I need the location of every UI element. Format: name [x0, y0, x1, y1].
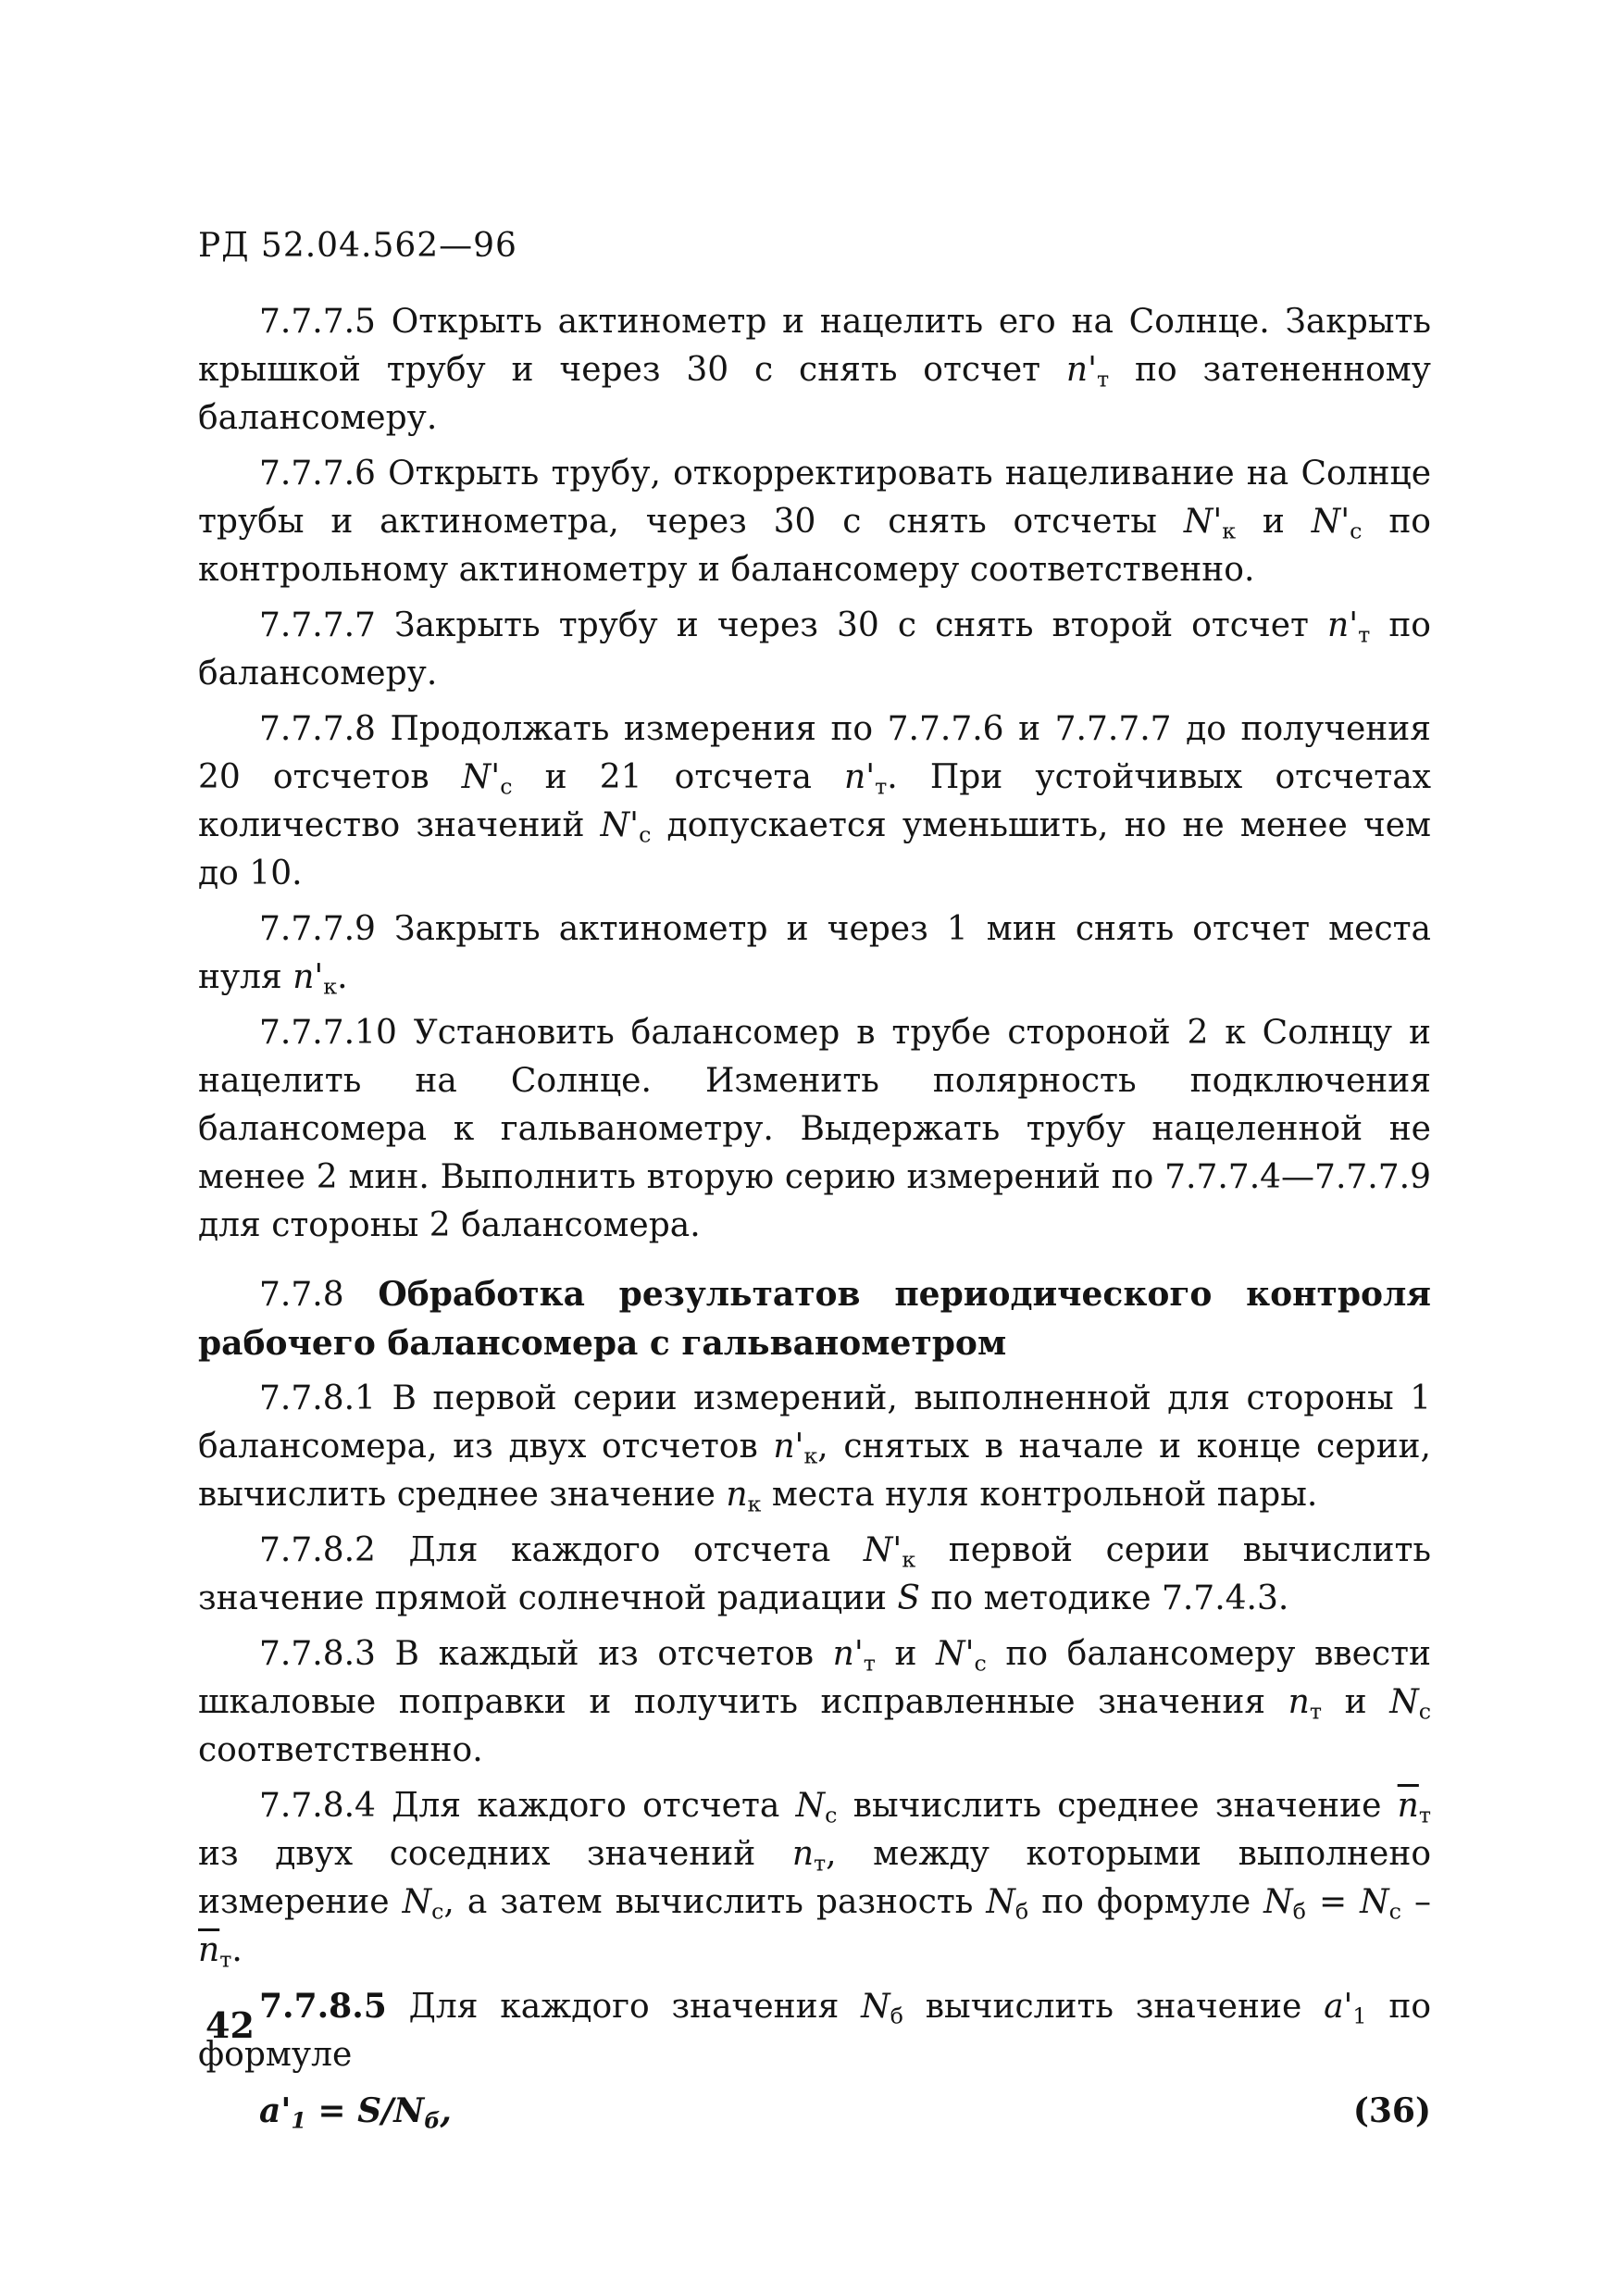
clause-number: 7.7.8 — [259, 1276, 344, 1314]
clause-text: Продолжать измерения по 7.7.7.6 и 7.7.7.7 до получения 20 отсчетов $N'_с$ и 21 отсчета $n'_т$. При устойчивых отсчетах количество значений $N'_с$ допускается уменьшить, но не менее чем до 10. — [198, 710, 1431, 892]
paragraph — [198, 1982, 1431, 2079]
clause-text: Закрыть актинометр и через 1 мин снять отсчет места нуля $n'_к$. — [198, 910, 1431, 1000]
paragraph — [198, 1527, 1431, 1623]
clause-text: Закрыть трубу и через 30 с снять второй отсчет $n'_т$ по балансомеру. — [198, 606, 1431, 693]
clause-number: 7.7.8.3 — [259, 1635, 376, 1673]
document-body — [198, 298, 1431, 2139]
formula-expression: $a'_1 = S/N_б$, — [259, 2091, 452, 2134]
clause-number: 7.7.7.6 — [259, 455, 376, 493]
equation-number: (36) — [1352, 2091, 1431, 2130]
paragraph — [198, 1630, 1431, 1775]
clause-number: 7.7.8.5 — [259, 1987, 387, 2026]
clause-number: 7.7.7.8 — [259, 710, 376, 748]
clause-text: Установить балансомер в трубе стороной 2 к Солнцу и нацелить на Солнце. Изменить полярность подключения балансомера к гальванометру. Выдержать трубу нацеленной не менее 2 мин. Выполнить вторую серию измерений по 7.7.7.4—7.7.7.9 для стороны 2 балансомера. — [198, 1014, 1431, 1244]
section-heading — [198, 1270, 1431, 1367]
paragraph — [198, 705, 1431, 898]
clause-text: В каждый из отсчетов $n'_т$ и $N'_с$ по балансомеру ввести шкаловые поправки и получить исправленные значения $n_т$ и $N_с$ соответственно. — [198, 1635, 1431, 1769]
page-number: 42 — [205, 2004, 255, 2046]
clause-number: 7.7.7.9 — [259, 910, 376, 948]
clause-text: Открыть актинометр и нацелить его на Солнце. Закрыть крышкой трубу и через 30 с снять отсчет $n'_т$ по затененному балансомеру. — [198, 303, 1431, 437]
paragraph — [198, 1782, 1431, 1975]
clause-number: 7.7.7.10 — [259, 1014, 397, 1052]
paragraph — [198, 1009, 1431, 1250]
clause-number: 7.7.7.7 — [259, 606, 376, 644]
clause-number: 7.7.7.5 — [259, 303, 376, 341]
clause-text: В первой серии измерений, выполненной для стороны 1 балансомера, из двух отсчетов $n'_к$, снятых в начале и конце серии, вычислить среднее значение $n_к$ места нуля контрольной пары. — [198, 1379, 1431, 1517]
clause-text: Обработка результатов периодического контроля рабочего балансомера с гальванометром — [198, 1275, 1431, 1363]
formula-36 — [198, 2087, 1431, 2139]
clause-text: Для каждого отсчета $N_с$ вычислить среднее значение $\overline{n}_т$ из двух соседних значений $n_т$, между которыми выполнено измерение $N_с$, а затем вычислить разность $N_б$ по формуле $N_б = N_с - \overline{n}_т$. — [198, 1787, 1431, 1973]
paragraph — [198, 1375, 1431, 1519]
clause-number: 7.7.8.1 — [259, 1379, 376, 1417]
paragraph — [198, 602, 1431, 698]
clause-number: 7.7.8.4 — [259, 1787, 376, 1825]
paragraph — [198, 450, 1431, 594]
clause-text: Открыть трубу, откорректировать нацеливание на Солнце трубы и актинометра, через 30 с снять отсчеты $N'_к$ и $N'_с$ по контрольному актинометру и балансомеру соответственно. — [198, 455, 1431, 589]
paragraph — [198, 905, 1431, 1002]
clause-text: Для каждого отсчета $N'_к$ первой серии вычислить значение прямой солнечной радиации S по методике 7.7.4.3. — [198, 1531, 1431, 1617]
paragraph — [198, 298, 1431, 443]
document-code: РД 52.04.562—96 — [198, 227, 517, 265]
clause-text: Для каждого значения $N_б$ вычислить значение $a'_1$ по формуле — [198, 1988, 1431, 2074]
clause-number: 7.7.8.2 — [259, 1531, 376, 1569]
